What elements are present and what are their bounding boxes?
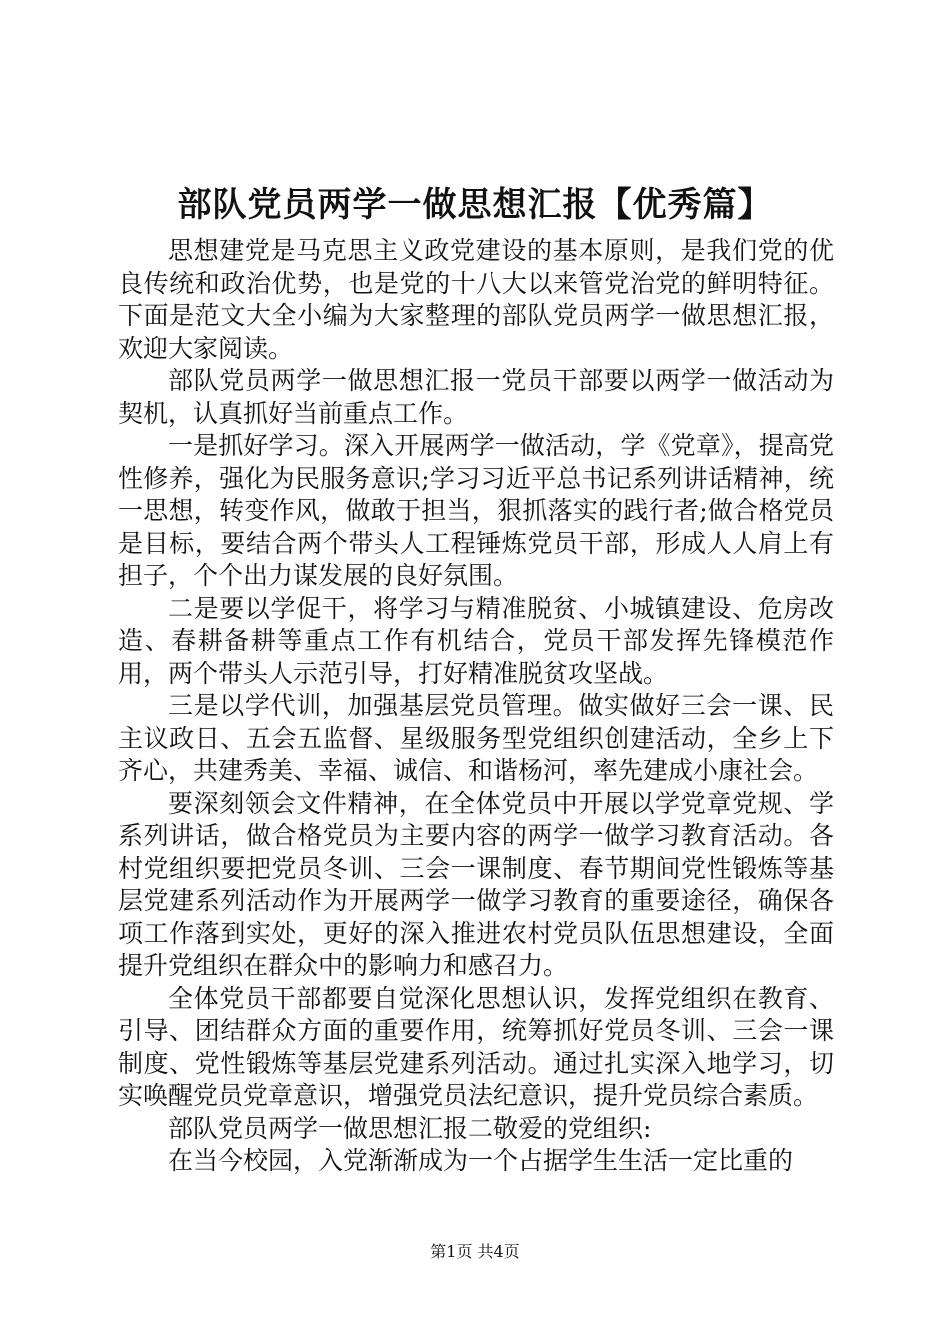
paragraph-report-one-heading: 部队党员两学一做思想汇报一党员干部要以两学一做活动为契机，认真抓好当前重点工作。 [118,366,834,428]
paragraph-point-one: 一是抓好学习。深入开展两学一做活动，学《党章》，提高党性修养，强化为民服务意识;学习习近平总书记系列讲话精神，统一思想，转变作风，做敢于担当，狠抓落实的践行者;做合格党员是目标，要结合两个带头人工程锤炼党员干部，形成人人肩上有担子，个个出力谋发展的良好氛围。 [118,431,834,590]
document-title: 部队党员两学一做思想汇报【优秀篇】 [177,185,773,225]
paragraph-report-two-heading: 部队党员两学一做思想汇报二敬爱的党组织: [168,1113,652,1143]
paragraph-all-members: 全体党员干部都要自觉深化思想认识，发挥党组织在教育、引导、团结群众方面的重要作用，统筹抓好党员冬训、三会一课制度、党性锻炼等基层党建系列活动。通过扎实深入地学习，切实唤醒党员党章意识，增强党员法纪意识，提升党员综合素质。 [118,983,834,1110]
paragraph-intro: 思想建党是马克思主义政党建设的基本原则，是我们党的优良传统和政治优势，也是党的十八大以来管党治党的鲜明特征。下面是范文大全小编为大家整理的部队党员两学一做思想汇报，欢迎大家阅读。 [118,236,834,363]
paragraph-campus: 在当今校园，入党渐渐成为一个占据学生生活一定比重的 [168,1146,794,1175]
paragraph-point-three: 三是以学代训，加强基层党员管理。做实做好三会一课、民主议政日、五会五监督、星级服务型党组织创建活动，全乡上下齐心，共建秀美、幸福、诚信、和谐杨河，率先建成小康社会。 [118,691,834,785]
document-body [118,235,834,1178]
paragraph-point-two: 二是要以学促干，将学习与精准脱贫、小城镇建设、危房改造、春耕备耕等重点工作有机结合，党员干部发挥先锋模范作用，两个带头人示范引导，打好精准脱贫攻坚战。 [118,593,834,688]
page-number-footer: 第1页 共4页 [430,1242,520,1261]
paragraph-document-spirit: 要深刻领会文件精神，在全体党员中开展以学党章党规、学系列讲话，做合格党员为主要内容的两学一做学习教育活动。各村党组织要把党员冬训、三会一课制度、春节期间党性锻炼等基层党建系列活动作为开展两学一做学习教育的重要途径，确保各项工作落到实处，更好的深入推进农村党员队伍思想建设，全面提升党组织在群众中的影响力和感召力。 [118,788,834,980]
